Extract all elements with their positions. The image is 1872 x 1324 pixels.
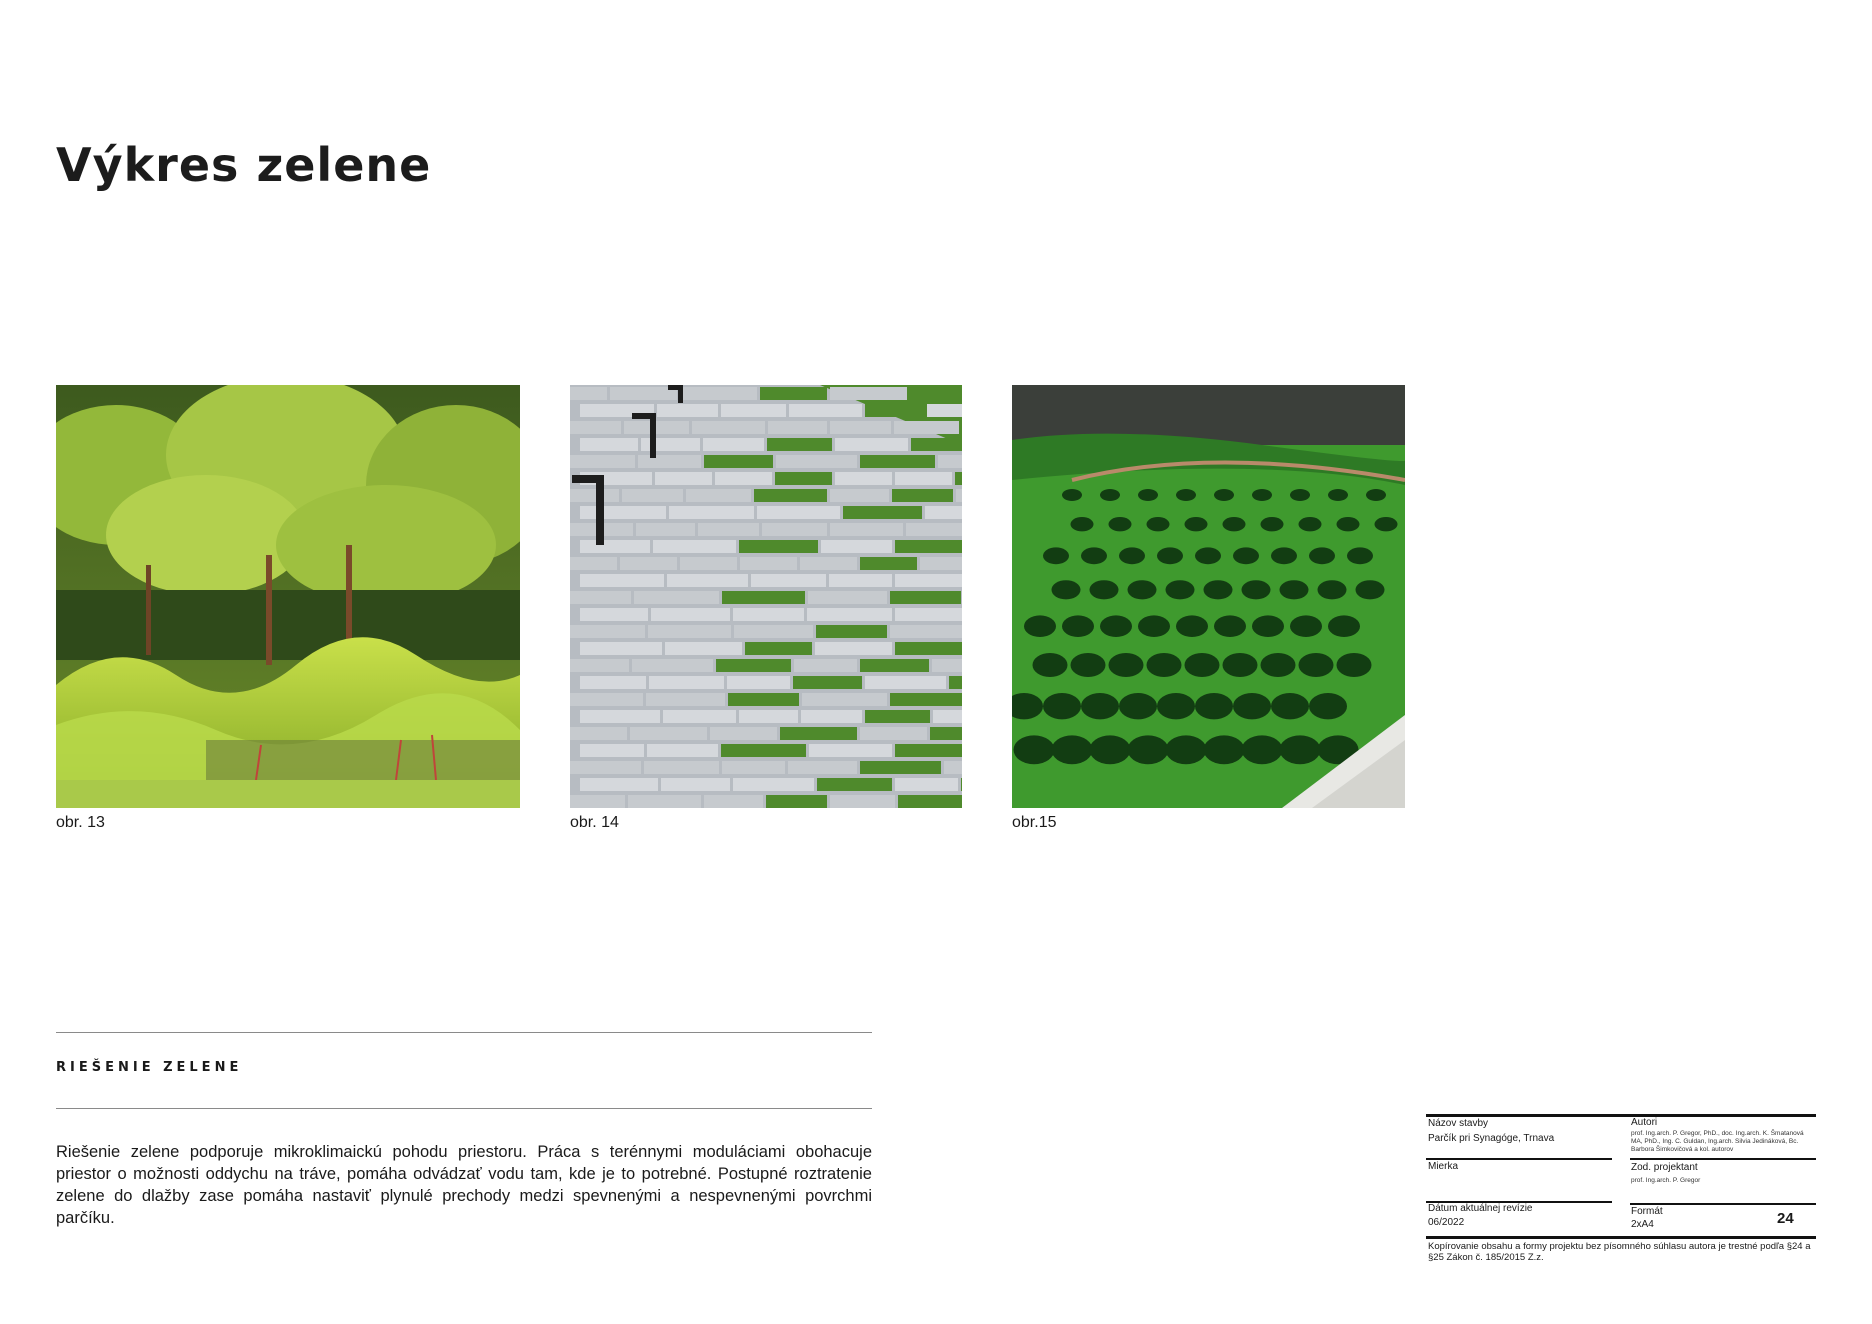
format-label: Formát [1631,1206,1663,1217]
project-value: Parčík pri Synagóge, Trnava [1428,1133,1555,1144]
page-title: Výkres zelene [56,138,432,192]
figure-13-photo [56,385,520,808]
divider-bottom [56,1108,872,1109]
project-label: Názov stavby [1428,1118,1489,1129]
section-body-text: Riešenie zelene podporuje mikroklimaickú pohodu priestoru. Práca s terénnymi moduláciami obohacuje priestor o možnosti oddychu na tráve, pomáha odvádzať vodu tam, kde je to potrebné. Postupné roztratenie zelene do dlažby zase pomáha nastaviť plynulé prechody medzi spevnenými a nespevnenými povrchmi parčíku. [56,1143,872,1227]
copyright-note: Kopírovanie obsahu a formy projektu bez písomného súhlasu autora je trestné podľa §24 a §25 Zákon č. 185/2015 Z.z. [1428,1241,1811,1263]
figure-13-caption: obr. 13 [56,814,105,831]
authors-value: prof. Ing.arch. P. Gregor, PhD., doc. Ing.arch. K. Šmatanová MA, PhD., Ing. C. Guldan, Ing.arch. Silvia Jedináková, Bc. Barbora Šimkovičová a kol. autorov [1631,1130,1804,1153]
figure-15-caption: obr.15 [1012,814,1057,831]
title-block-row1-left [1426,1158,1612,1160]
figure-14-caption: obr. 14 [570,814,619,831]
revision-value: 06/2022 [1428,1217,1465,1228]
title-block-row1-right [1630,1158,1816,1160]
authors-label: Autori [1631,1117,1658,1128]
revision-label: Dátum aktuálnej revízie [1428,1203,1533,1214]
title-block-top-border [1426,1114,1816,1117]
format-value: 2xA4 [1631,1219,1654,1230]
page-number: 24 [1777,1210,1794,1227]
figure-15-photo [1012,385,1405,808]
title-block-bottom-border [1426,1236,1816,1239]
lawn-with-hollows-photo [1012,385,1405,808]
grass-hills-with-trees-photo [56,385,520,808]
responsible-value: prof. Ing.arch. P. Gregor [1631,1177,1701,1184]
responsible-label: Zod. projektant [1631,1162,1698,1173]
section-heading: RIEŠENIE ZELENE [56,1060,243,1075]
divider-top [56,1032,872,1033]
title-block-row2-right [1630,1203,1816,1205]
figure-14-photo [570,385,962,808]
paving-with-grass-strips-photo [570,385,962,808]
scale-label: Mierka [1428,1161,1459,1172]
